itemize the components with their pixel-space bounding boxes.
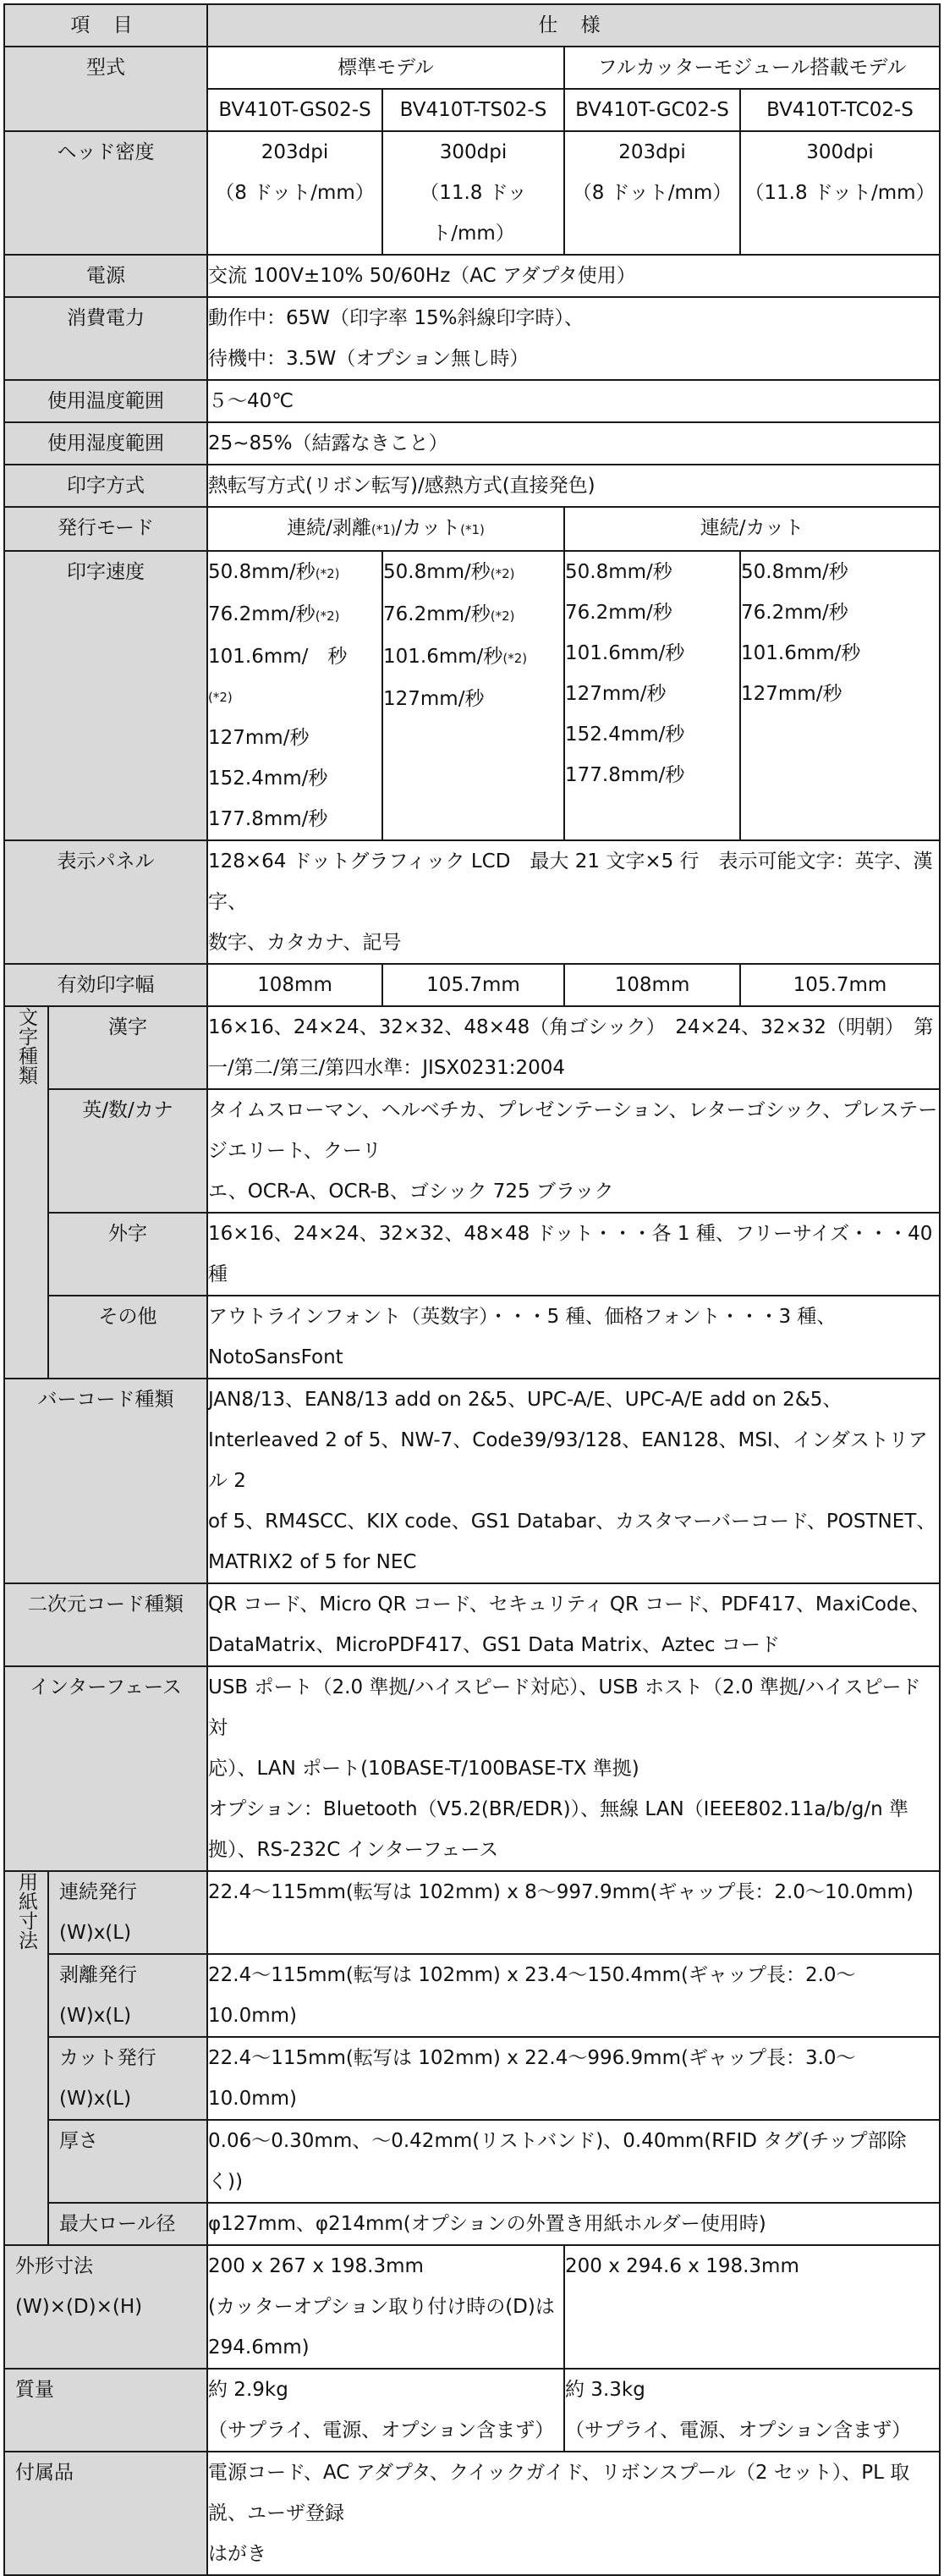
accessories-value (207, 2452, 940, 2575)
mass-label: 質量 (4, 2369, 207, 2452)
dots-value: （11.8 ドット/mm） (420, 182, 527, 245)
issue-mode-standard-a: 連続/剥離 (287, 517, 371, 539)
table-row (4, 1871, 940, 1954)
roll-value: φ127mm、φ214mm(オプションの外置き用紙ホルダー使用時) (207, 2203, 940, 2245)
speed-item: 127mm/秒 (208, 727, 310, 749)
dimensions-label-line: (W)×(D)×(H) (15, 2296, 143, 2318)
display-line: 数字、カタカナ、記号 (208, 932, 402, 954)
external-label: 外字 (48, 1213, 207, 1296)
mass-line: （サプライ、電源、オプション含まず） (208, 2419, 555, 2441)
temp-label: 使用温度範囲 (4, 380, 207, 422)
footnote-ref: (*2) (315, 566, 340, 581)
interface-label: インターフェース (4, 1666, 207, 1871)
speed-value: 76.2mm/秒 (383, 603, 491, 625)
print-speed-col (382, 551, 564, 840)
head-density-label: ヘッド密度 (4, 131, 207, 255)
model-code: BV410T-GS02-S (207, 89, 382, 131)
speed-item (208, 552, 381, 594)
footnote-ref: (*2) (208, 690, 233, 705)
alnum-value (207, 1089, 940, 1213)
power-label: 電源 (4, 255, 207, 297)
dimensions-cutter (564, 2245, 940, 2369)
print-width-value: 105.7mm (382, 964, 564, 1006)
issue-mode-standard (207, 507, 564, 551)
dots-value: （8 ドット/mm） (215, 182, 375, 204)
temp-value: ５～40℃ (207, 380, 940, 422)
head-density-cell (740, 131, 940, 255)
dimensions-line: 200 x 294.6 x 198.3mm (565, 2255, 799, 2277)
speed-value: 50.8mm/秒 (208, 561, 316, 583)
dimensions-line: 294.6mm) (208, 2337, 310, 2359)
dots-value: （11.8 ドット/mm） (744, 182, 936, 204)
footnote-ref: (*1) (370, 522, 396, 537)
consumption-value (207, 297, 940, 380)
table-header (4, 4, 940, 47)
accessories-line: 電源コード、AC アダプタ、クイックガイド、リボンスプール（2 セット）、PL 取説、ユーザ登録 (208, 2462, 910, 2524)
continuous-label-line: 連続発行 (59, 1881, 137, 1903)
table-row (4, 380, 940, 422)
char-types-group-label: 文字種類 (15, 1007, 37, 1085)
head-density-cell (207, 131, 382, 255)
dpi-value: 203dpi (261, 141, 329, 163)
table-row (4, 1296, 940, 1379)
dpi-value: 300dpi (439, 141, 508, 163)
kanji-label: 漢字 (48, 1006, 207, 1089)
speed-item: 76.2mm/秒 (565, 602, 672, 624)
code2d-line: DataMatrix、MicroPDF417、GS1 Data Matrix、Aztec コード (208, 1634, 780, 1656)
consumption-label: 消費電力 (4, 297, 207, 380)
speed-item: 177.8mm/秒 (208, 808, 328, 830)
peel-label-line: 剥離発行 (59, 1964, 137, 1986)
speed-item (208, 594, 381, 636)
cut-value (207, 2037, 940, 2120)
spec-table (3, 3, 941, 2576)
continuous-value (207, 1871, 940, 1954)
table-row (4, 2452, 940, 2575)
accessories-label: 付属品 (4, 2452, 207, 2575)
mass-line: 約 3.3kg (565, 2379, 645, 2401)
other-label: その他 (48, 1296, 207, 1379)
barcode-line: Interleaved 2 of 5、NW-7、Code39/93/128、EAN128、MSI、インダストリアル 2 (208, 1429, 928, 1492)
kanji-line: 一/第二/第三/第四水準：JISX0231:2004 (208, 1057, 565, 1079)
speed-item: 101.6mm/秒 (741, 642, 861, 664)
speed-item: 152.4mm/秒 (208, 768, 328, 790)
speed-value: 101.6mm/秒 (383, 646, 503, 668)
display-line: 128×64 ドットグラフィック LCD 最大 21 文字×5 行 表示可能文字：英字、漢字、 (208, 850, 933, 913)
accessories-line: はがき (208, 2543, 266, 2565)
print-speed-label: 印字速度 (4, 551, 207, 840)
model-code: BV410T-GC02-S (564, 89, 740, 131)
print-method-value: 熱転写方式(リボン転写)/感熱方式(直接発色) (207, 465, 940, 507)
speed-item: 127mm/秒 (565, 683, 667, 705)
mass-standard (207, 2369, 564, 2452)
footnote-ref: (*2) (490, 608, 515, 624)
table-row (4, 840, 940, 964)
speed-item: 50.8mm/秒 (741, 561, 848, 583)
continuous-label-line: (W)x(L) (59, 1922, 132, 1944)
print-width-label: 有効印字幅 (4, 964, 207, 1006)
dots-value: （8 ドット/mm） (572, 182, 733, 204)
barcode-value (207, 1379, 940, 1583)
table-row (4, 1666, 940, 1871)
model-standard: 標準モデル (207, 47, 564, 89)
print-width-value: 105.7mm (740, 964, 940, 1006)
paper-group (4, 1871, 48, 2245)
alnum-label: 英/数/カナ (48, 1089, 207, 1213)
header-item: 項 目 (4, 4, 207, 47)
thickness-value: 0.06～0.30mm、～0.42mm(リストバンド)、0.40mm(RFID タグ(チップ部除く)) (207, 2120, 940, 2203)
speed-item: 50.8mm/秒 (565, 561, 672, 583)
interface-line: 拠）、RS-232C インターフェース (208, 1839, 499, 1861)
display-value (207, 840, 940, 964)
continuous-line: 22.4～115mm(転写は 102mm) x 8～997.9mm(ギャップ長：2.0～10.0mm) (208, 1881, 914, 1903)
peel-value (207, 1954, 940, 2037)
cut-label (48, 2037, 207, 2120)
speed-value: 50.8mm/秒 (383, 561, 491, 583)
table-row (4, 2369, 940, 2452)
cut-line: 22.4～115mm(転写は 102mm) x 22.4～996.9mm(ギャップ長：3.0～ (208, 2047, 856, 2069)
table-row (4, 1583, 940, 1666)
speed-item (383, 552, 563, 594)
dimensions-label (4, 2245, 207, 2369)
speed-item (383, 636, 563, 679)
consumption-line: 待機中：3.5W（オプション無し時） (208, 348, 530, 370)
interface-value (207, 1666, 940, 1871)
dimensions-standard (207, 2245, 564, 2369)
peel-line: 22.4～115mm(転写は 102mm) x 23.4～150.4mm(ギャップ長：2.0～ (208, 1964, 856, 1986)
speed-item: 127mm/秒 (741, 683, 842, 705)
table-row (4, 1379, 940, 1583)
model-cutter: フルカッターモジュール搭載モデル (564, 47, 940, 89)
footnote-ref: (*2) (490, 566, 515, 581)
barcode-line: MATRIX2 of 5 for NEC (208, 1551, 417, 1573)
table-row (4, 1954, 940, 2037)
issue-mode-standard-b: /カット (395, 517, 461, 539)
code2d-label: 二次元コード種類 (4, 1583, 207, 1666)
barcode-line: of 5、RM4SCC、KIX code、GS1 Databar、カスタマーバーコード、POSTNET、 (208, 1511, 936, 1533)
head-density-cell (564, 131, 740, 255)
speed-item: 76.2mm/秒 (741, 602, 848, 624)
speed-item: 177.8mm/秒 (565, 764, 685, 786)
model-label: 型式 (4, 47, 207, 131)
table-row (4, 2245, 940, 2369)
table-row (4, 131, 940, 255)
footnote-ref: (*1) (460, 522, 485, 537)
speed-item: 101.6mm/秒 (565, 642, 685, 664)
speed-item: 152.4mm/秒 (565, 724, 685, 746)
print-speed-col (207, 551, 382, 840)
mass-line: （サプライ、電源、オプション含まず） (565, 2419, 912, 2441)
dpi-value: 203dpi (618, 141, 686, 163)
power-value: 交流 100V±10% 50/60Hz（AC アダプタ使用） (207, 255, 940, 297)
table-row (4, 2203, 940, 2245)
paper-group-label: 用紙寸法 (15, 1872, 37, 1950)
roll-label: 最大ロール径 (48, 2203, 207, 2245)
interface-line: オプション：Bluetooth（V5.2(BR/EDR)）、無線 LAN（IEEE802.11a/b/g/n 準 (208, 1798, 908, 1820)
table-row (4, 964, 940, 1006)
interface-line: 応）、LAN ポート(10BASE-T/100BASE-TX 準拠) (208, 1758, 639, 1780)
table-row (4, 1089, 940, 1213)
cut-label-line: カット発行 (59, 2047, 156, 2069)
footnote-ref: (*2) (315, 608, 340, 624)
consumption-line: 動作中：65W（印字率 15%斜線印字時）、 (208, 307, 584, 329)
dimensions-label-line: 外形寸法 (15, 2255, 93, 2277)
other-value: アウトラインフォント（英数字）・・・5 種、価格フォント・・・3 種、NotoSansFont (207, 1296, 940, 1379)
peel-label-line: (W)x(L) (59, 2005, 132, 2027)
table-row (4, 465, 940, 507)
thickness-label: 厚さ (48, 2120, 207, 2203)
mass-cutter (564, 2369, 940, 2452)
issue-mode-cutter: 連続/カット (564, 507, 940, 551)
humidity-value: 25~85%（結露なきこと） (207, 422, 940, 465)
code2d-line: QR コード、Micro QR コード、セキュリティ QR コード、PDF417、MaxiCode、 (208, 1593, 930, 1616)
table-row (4, 507, 940, 551)
table-row (4, 2120, 940, 2203)
external-value: 16×16、24×24、32×32、48×48 ドット・・・各 1 種、フリーサイズ・・・40 種 (207, 1213, 940, 1296)
cut-label-line: (W)x(L) (59, 2088, 132, 2110)
kanji-line: 16×16、24×24、32×32、48×48（角ゴシック） 24×24、32×32（明朝） 第 (208, 1016, 934, 1038)
table-row (4, 297, 940, 380)
print-method-label: 印字方式 (4, 465, 207, 507)
dpi-value: 300dpi (806, 141, 874, 163)
speed-item: 127mm/秒 (383, 688, 485, 710)
alnum-line: タイムスローマン、ヘルベチカ、プレゼンテーション、レターゴシック、プレステージエリート、クーリ (208, 1099, 938, 1162)
code2d-value (207, 1583, 940, 1666)
speed-item: 101.6mm/ 秒 (208, 646, 348, 668)
table-row (4, 422, 940, 465)
dimensions-line: (カッターオプション取り付け時の(D)は (208, 2296, 555, 2318)
char-types-group (4, 1006, 48, 1379)
table-row (4, 2037, 940, 2120)
table-row (4, 47, 940, 89)
print-speed-col (740, 551, 940, 840)
speed-item (383, 594, 563, 636)
table-row (4, 255, 940, 297)
model-code: BV410T-TC02-S (740, 89, 940, 131)
print-width-value: 108mm (564, 964, 740, 1006)
print-width-value: 108mm (207, 964, 382, 1006)
print-speed-col (564, 551, 740, 840)
dimensions-line: 200 x 267 x 198.3mm (208, 2255, 424, 2277)
cut-line: 10.0mm) (208, 2088, 297, 2110)
mass-line: 約 2.9kg (208, 2379, 288, 2401)
peel-line: 10.0mm) (208, 2005, 297, 2027)
speed-value: 76.2mm/秒 (208, 603, 316, 625)
head-density-cell (382, 131, 564, 255)
kanji-value (207, 1006, 940, 1089)
model-code: BV410T-TS02-S (382, 89, 564, 131)
table-row (4, 1006, 940, 1089)
issue-mode-label: 発行モード (4, 507, 207, 551)
barcode-label: バーコード種類 (4, 1379, 207, 1583)
header-spec: 仕 様 (207, 4, 940, 47)
alnum-line: エ、OCR-A、OCR-B、ゴシック 725 ブラック (208, 1181, 614, 1203)
table-row (4, 1213, 940, 1296)
table-row (4, 551, 940, 840)
barcode-line: JAN8/13、EAN8/13 add on 2&5、UPC-A/E、UPC-A/E add on 2&5、 (208, 1389, 842, 1411)
continuous-label (48, 1871, 207, 1954)
peel-label (48, 1954, 207, 2037)
footnote-ref: (*2) (502, 651, 528, 666)
humidity-label: 使用湿度範囲 (4, 422, 207, 465)
display-label: 表示パネル (4, 840, 207, 964)
interface-line: USB ポート（2.0 準拠/ハイスピード対応）、USB ホスト（2.0 準拠/ハイスピード対 (208, 1676, 921, 1739)
